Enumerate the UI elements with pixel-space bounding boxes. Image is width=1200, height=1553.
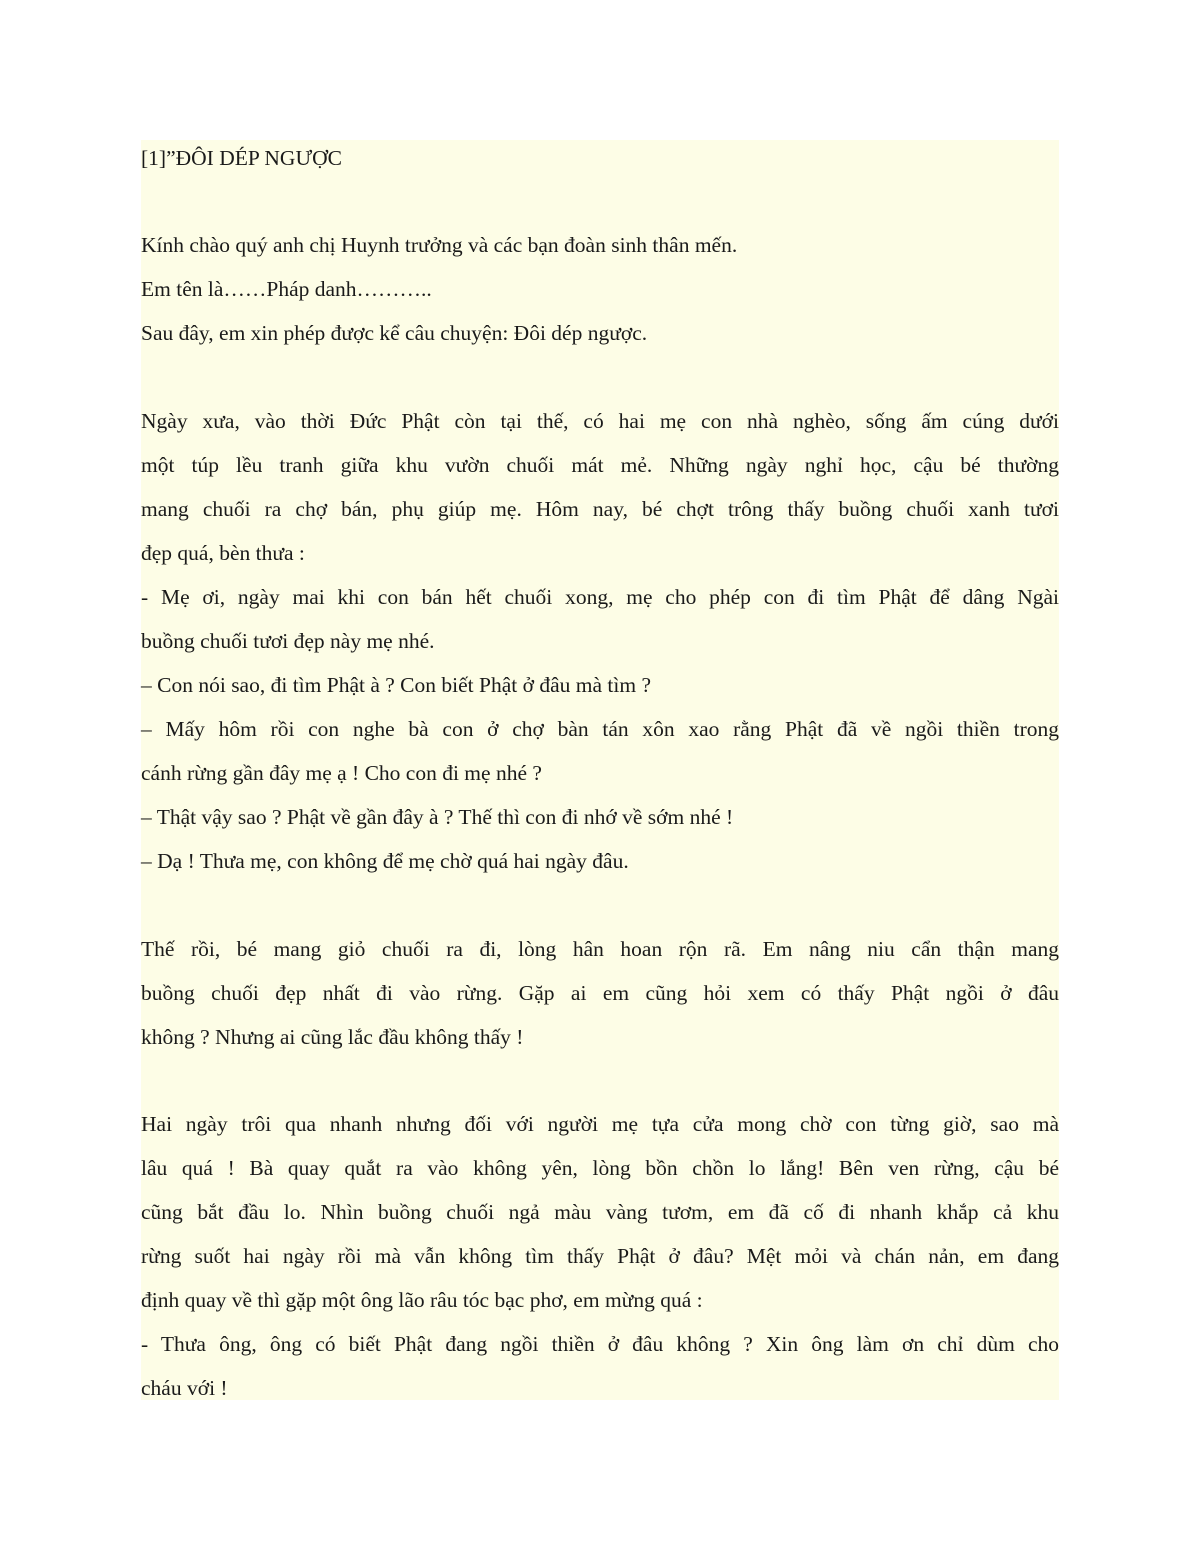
highlighted-text-block bbox=[141, 140, 1059, 1400]
intro-line: Kính chào quý anh chị Huynh trưởng và các bạn đoàn sinh thân mến. bbox=[141, 233, 738, 257]
story-title: [1]”ĐÔI DÉP NGƯỢC bbox=[141, 146, 342, 170]
dialogue-line: - Mẹ ơi, ngày mai khi con bán hết chuối xong, mẹ cho phép con đi tìm Phật để dâng Ngài bbox=[141, 585, 1059, 609]
dialogue-line: cháu với ! bbox=[141, 1376, 228, 1400]
paragraph-line: định quay về thì gặp một ông lão râu tóc bạc phơ, em mừng quá : bbox=[141, 1288, 703, 1312]
paragraph-line: đẹp quá, bèn thưa : bbox=[141, 541, 305, 565]
paragraph-line: một túp lều tranh giữa khu vườn chuối mát mẻ. Những ngày nghỉ học, cậu bé thường bbox=[141, 453, 1059, 477]
paragraph-line: Ngày xưa, vào thời Đức Phật còn tại thế, có hai mẹ con nhà nghèo, sống ấm cúng dưới bbox=[141, 409, 1059, 433]
paragraph-line: cũng bắt đầu lo. Nhìn buồng chuối ngả màu vàng tươm, em đã cố đi nhanh khắp cả khu bbox=[141, 1200, 1059, 1224]
dialogue-line: – Thật vậy sao ? Phật về gần đây à ? Thế thì con đi nhớ về sớm nhé ! bbox=[141, 805, 734, 829]
dialogue-line: buồng chuối tươi đẹp này mẹ nhé. bbox=[141, 629, 435, 653]
intro-line: Sau đây, em xin phép được kể câu chuyện: Đôi dép ngược. bbox=[141, 321, 648, 345]
dialogue-line: – Con nói sao, đi tìm Phật à ? Con biết Phật ở đâu mà tìm ? bbox=[141, 673, 651, 697]
intro-line: Em tên là……Pháp danh……….. bbox=[141, 277, 432, 301]
paragraph-line: buồng chuối đẹp nhất đi vào rừng. Gặp ai em cũng hỏi xem có thấy Phật ngồi ở đâu bbox=[141, 981, 1059, 1005]
paragraph-line: mang chuối ra chợ bán, phụ giúp mẹ. Hôm nay, bé chợt trông thấy buồng chuối xanh tươi bbox=[141, 497, 1059, 521]
dialogue-line: – Dạ ! Thưa mẹ, con không để mẹ chờ quá hai ngày đâu. bbox=[141, 849, 629, 873]
paragraph-line: Hai ngày trôi qua nhanh nhưng đối với người mẹ tựa cửa mong chờ con từng giờ, sao mà bbox=[141, 1112, 1059, 1136]
dialogue-line: - Thưa ông, ông có biết Phật đang ngồi thiền ở đâu không ? Xin ông làm ơn chỉ dùm cho bbox=[141, 1332, 1059, 1356]
paragraph-line: Thế rồi, bé mang giỏ chuối ra đi, lòng hân hoan rộn rã. Em nâng niu cẩn thận mang bbox=[141, 937, 1059, 961]
dialogue-line: – Mấy hôm rồi con nghe bà con ở chợ bàn tán xôn xao rằng Phật đã về ngồi thiền trong bbox=[141, 717, 1059, 741]
dialogue-line: cánh rừng gần đây mẹ ạ ! Cho con đi mẹ nhé ? bbox=[141, 761, 542, 785]
paragraph-line: rừng suốt hai ngày rồi mà vẫn không tìm thấy Phật ở đâu? Mệt mỏi và chán nản, em đang bbox=[141, 1244, 1059, 1268]
paragraph-line: không ? Nhưng ai cũng lắc đầu không thấy ! bbox=[141, 1025, 524, 1049]
paragraph-line: lâu quá ! Bà quay quắt ra vào không yên, lòng bồn chồn lo lắng! Bên ven rừng, cậu bé bbox=[141, 1156, 1059, 1180]
